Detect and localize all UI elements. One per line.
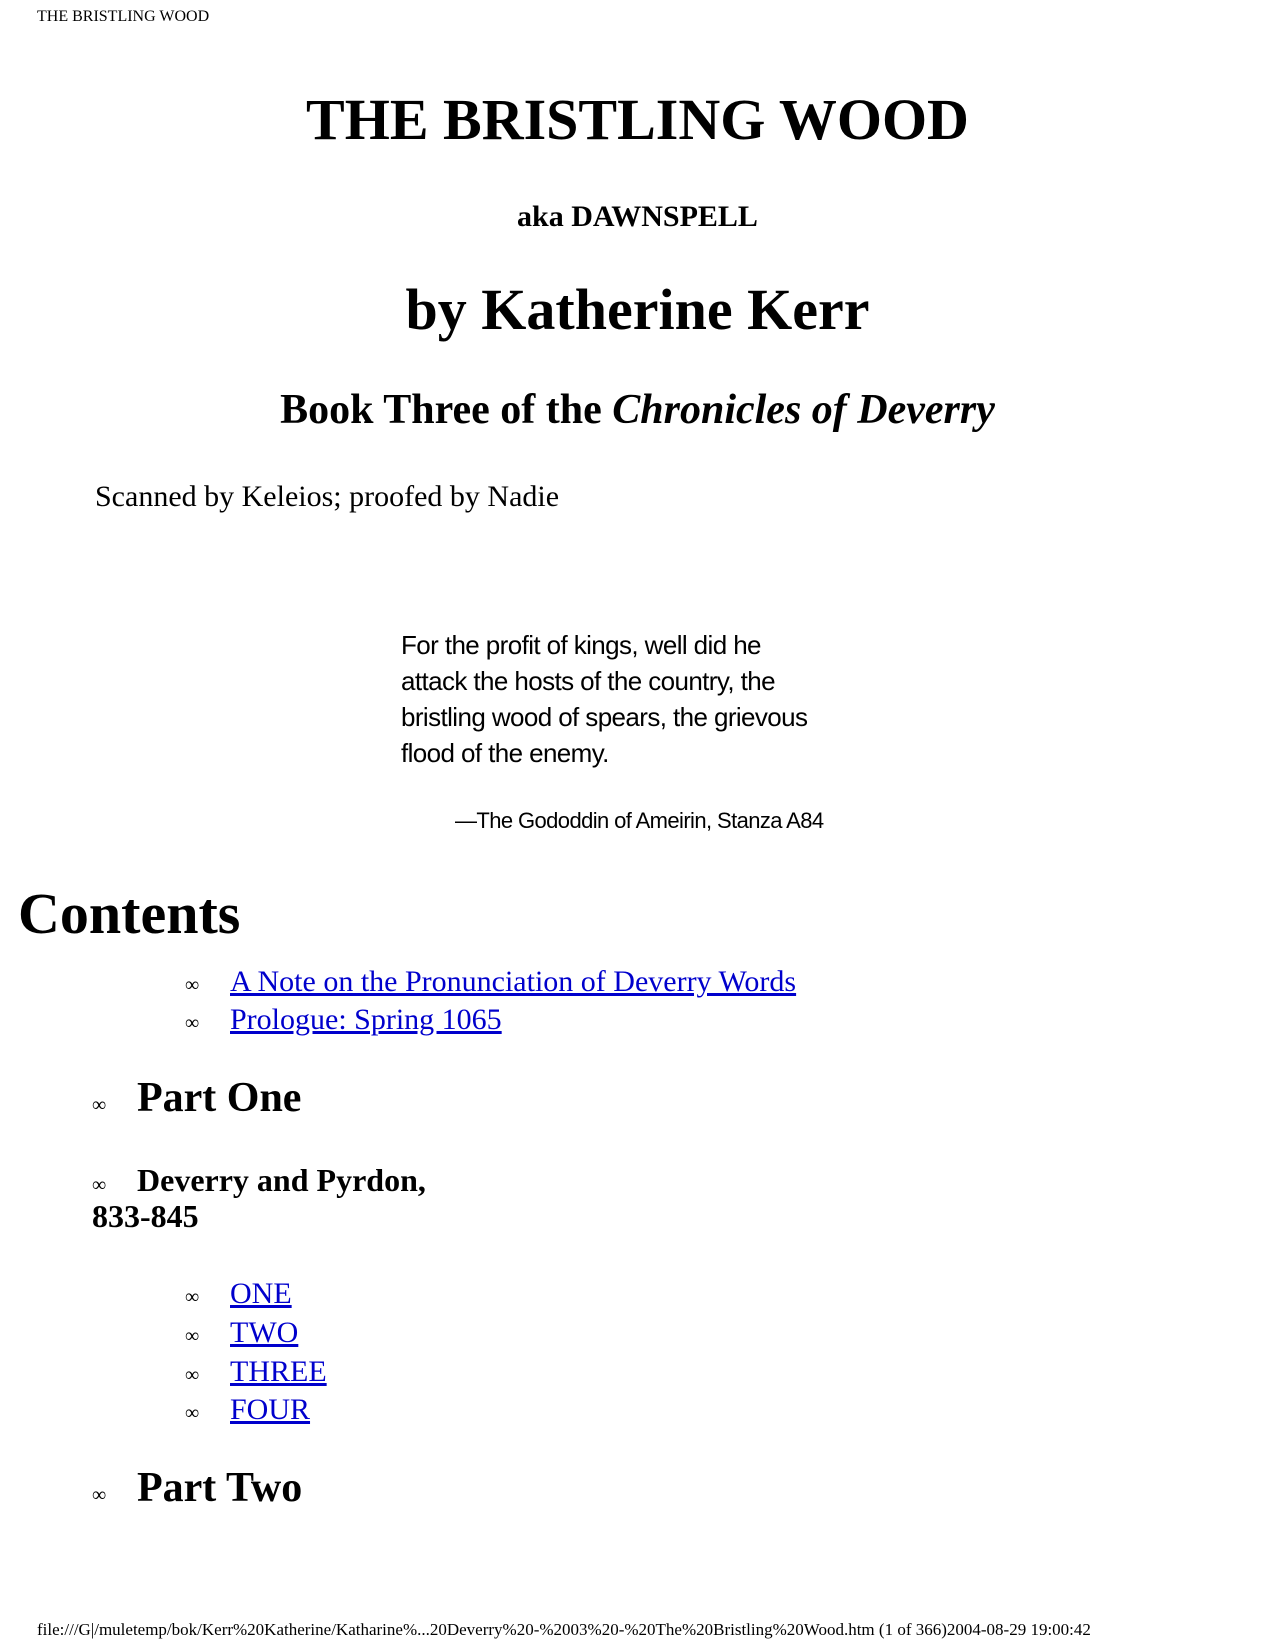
toc-item (185, 965, 796, 999)
toc-item (185, 1393, 310, 1427)
epigraph-line: flood of the enemy. (401, 738, 609, 768)
section-heading (92, 1160, 426, 1200)
contents-heading: Contents (18, 881, 241, 946)
infinity-bullet-icon: ∞ (185, 1325, 200, 1347)
epigraph-line: bristling wood of spears, the grievous (401, 702, 808, 732)
section-title-line2: 833-845 (92, 1198, 199, 1234)
toc-item (185, 1316, 298, 1350)
part-two-heading (92, 1464, 302, 1512)
series-name: Chronicles of Deverry (612, 387, 995, 433)
epigraph-line: attack the hosts of the country, the (401, 666, 775, 696)
infinity-bullet-icon: ∞ (92, 1094, 107, 1116)
footer-file-path: file:///G|/muletemp/bok/Kerr%20Katherine/Katharine%...20Deverry%20-%2003%20-%20The%20Bristling%20Wood.htm (1 of 366)2004-08-29 19:00:42 (37, 1620, 1091, 1639)
toc-item (185, 1277, 292, 1311)
epigraph-attribution: —The Gododdin of Ameirin, Stanza A84 (455, 808, 824, 833)
series-line (0, 386, 1275, 434)
scan-credits: Scanned by Keleios; proofed by Nadie (95, 480, 560, 513)
part-one-title: Part One (137, 1075, 302, 1121)
part-two-title: Part Two (137, 1465, 303, 1511)
toc-link-pronunciation[interactable]: A Note on the Pronunciation of Deverry Words (230, 965, 797, 998)
infinity-bullet-icon: ∞ (185, 1012, 200, 1034)
section-title-line1: Deverry and Pyrdon, (137, 1162, 426, 1198)
running-header: THE BRISTLING WOOD (37, 8, 210, 25)
toc-link-chapter-two[interactable]: TWO (230, 1316, 299, 1349)
infinity-bullet-icon: ∞ (185, 1364, 200, 1386)
toc-item (185, 1355, 327, 1389)
toc-link-chapter-three[interactable]: THREE (230, 1355, 327, 1388)
epigraph (401, 627, 861, 771)
toc-link-chapter-four[interactable]: FOUR (230, 1393, 311, 1426)
infinity-bullet-icon: ∞ (92, 1174, 107, 1196)
author-line: by Katherine Kerr (405, 277, 870, 342)
toc-link-chapter-one[interactable]: ONE (230, 1277, 292, 1310)
infinity-bullet-icon: ∞ (92, 1484, 107, 1506)
alternate-title: aka DAWNSPELL (517, 200, 758, 233)
epigraph-line: For the profit of kings, well did he (401, 630, 761, 660)
infinity-bullet-icon: ∞ (185, 1402, 200, 1424)
series-prefix: Book Three of the (280, 387, 613, 433)
toc-link-prologue[interactable]: Prologue: Spring 1065 (230, 1003, 502, 1036)
infinity-bullet-icon: ∞ (185, 1286, 200, 1308)
book-title: THE BRISTLING WOOD (306, 87, 969, 152)
infinity-bullet-icon: ∞ (185, 974, 200, 996)
part-one-heading (92, 1074, 301, 1122)
toc-item (185, 1003, 502, 1037)
